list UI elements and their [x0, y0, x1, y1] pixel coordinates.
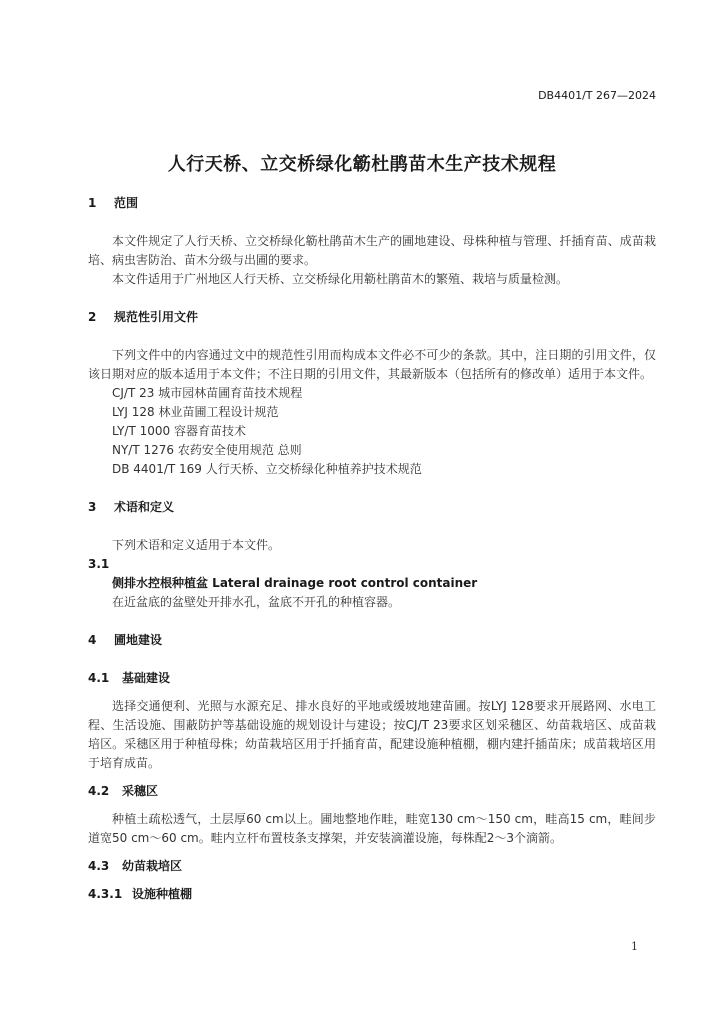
paragraph: 选择交通便利、光照与水源充足、排水良好的平地或缓坡地建苗圃。按LYJ 128要求开展路网、水电工程、生活设施、围蔽防护等基础设施的规划设计与建设；按CJ/T 23要求区划采穗区、幼苗栽培区、成苗栽培区。采穗区用于种植母株；幼苗栽培区用于扦插育苗，配建设施种植棚，棚内建扦插苗床；成苗栽培区用于培育成苗。: [88, 699, 656, 770]
reference-item: CJ/T 23 城市园林苗圃育苗技术规程: [112, 386, 303, 400]
paragraph: 下列文件中的内容通过文中的规范性引用而构成本文件必不可少的条款。其中，注日期的引用文件，仅该日期对应的版本适用于本文件；不注日期的引用文件，其最新版本（包括所有的修改单）适用于本文件。: [88, 348, 656, 381]
reference-item: LYJ 128 林业苗圃工程设计规范: [112, 405, 279, 419]
section-title: 规范性引用文件: [114, 310, 199, 324]
subsection-number: 4.2: [88, 784, 110, 798]
paragraph: 种植土疏松透气，土层厚60 cm以上。圃地整地作畦，畦宽130 cm～150 cm，畦高15 cm，畦间步道宽50 cm～60 cm。畦内立杆布置枝条支撑架，并安装滴灌设施，每株配2～3个滴箭。: [88, 812, 656, 845]
section-number: 2: [88, 310, 97, 324]
section-heading-1: [88, 194, 656, 213]
section-title: 范围: [114, 196, 139, 210]
reference-item: NY/T 1276 农药安全使用规范 总则: [112, 443, 302, 457]
page-number: 1: [631, 940, 638, 953]
section-number: 4: [88, 633, 97, 647]
subsection-title: 基础建设: [122, 671, 171, 685]
standard-number: DB4401/T 267—2024: [538, 89, 656, 102]
term-number: 3.1: [88, 557, 110, 571]
paragraph: 本文件适用于广州地区人行天桥、立交桥绿化用簕杜鹃苗木的繁殖、栽培与质量检测。: [112, 272, 569, 286]
subsection-heading-4-3: [88, 857, 656, 876]
paragraph: 下列术语和定义适用于本文件。: [112, 538, 281, 552]
section-title: 术语和定义: [114, 500, 175, 514]
paragraph: 本文件规定了人行天桥、立交桥绿化簕杜鹃苗木生产的圃地建设、母株种植与管理、扦插育苗、成苗栽培、病虫害防治、苗木分级与出圃的要求。: [88, 234, 656, 267]
section-heading-3: [88, 498, 656, 517]
term-definition: 在近盆底的盆壁处开排水孔，盆底不开孔的种植容器。: [112, 595, 401, 609]
document-title: 人行天桥、立交桥绿化簕杜鹃苗木生产技术规程: [167, 154, 557, 175]
subsection-title: 采穗区: [122, 784, 159, 798]
term-heading: 侧排水控根种植盆 Lateral drainage root control container: [112, 576, 478, 590]
subsection-title: 设施种植棚: [132, 887, 193, 901]
subsection-number: 4.1: [88, 671, 110, 685]
reference-item: LY/T 1000 容器育苗技术: [112, 424, 246, 438]
document-body: [88, 194, 656, 904]
subsection-heading-4-3-1: [88, 885, 656, 904]
section-title: 圃地建设: [114, 633, 163, 647]
subsection-heading-4-1: [88, 669, 656, 688]
subsection-title: 幼苗栽培区: [122, 859, 183, 873]
subsection-number: 4.3.1: [88, 887, 123, 901]
section-heading-4: [88, 631, 656, 650]
section-heading-2: [88, 308, 656, 327]
subsection-heading-4-2: [88, 782, 656, 801]
section-number: 3: [88, 500, 97, 514]
section-number: 1: [88, 196, 97, 210]
subsection-number: 4.3: [88, 859, 110, 873]
reference-item: DB 4401/T 169 人行天桥、立交桥绿化种植养护技术规范: [112, 462, 422, 476]
